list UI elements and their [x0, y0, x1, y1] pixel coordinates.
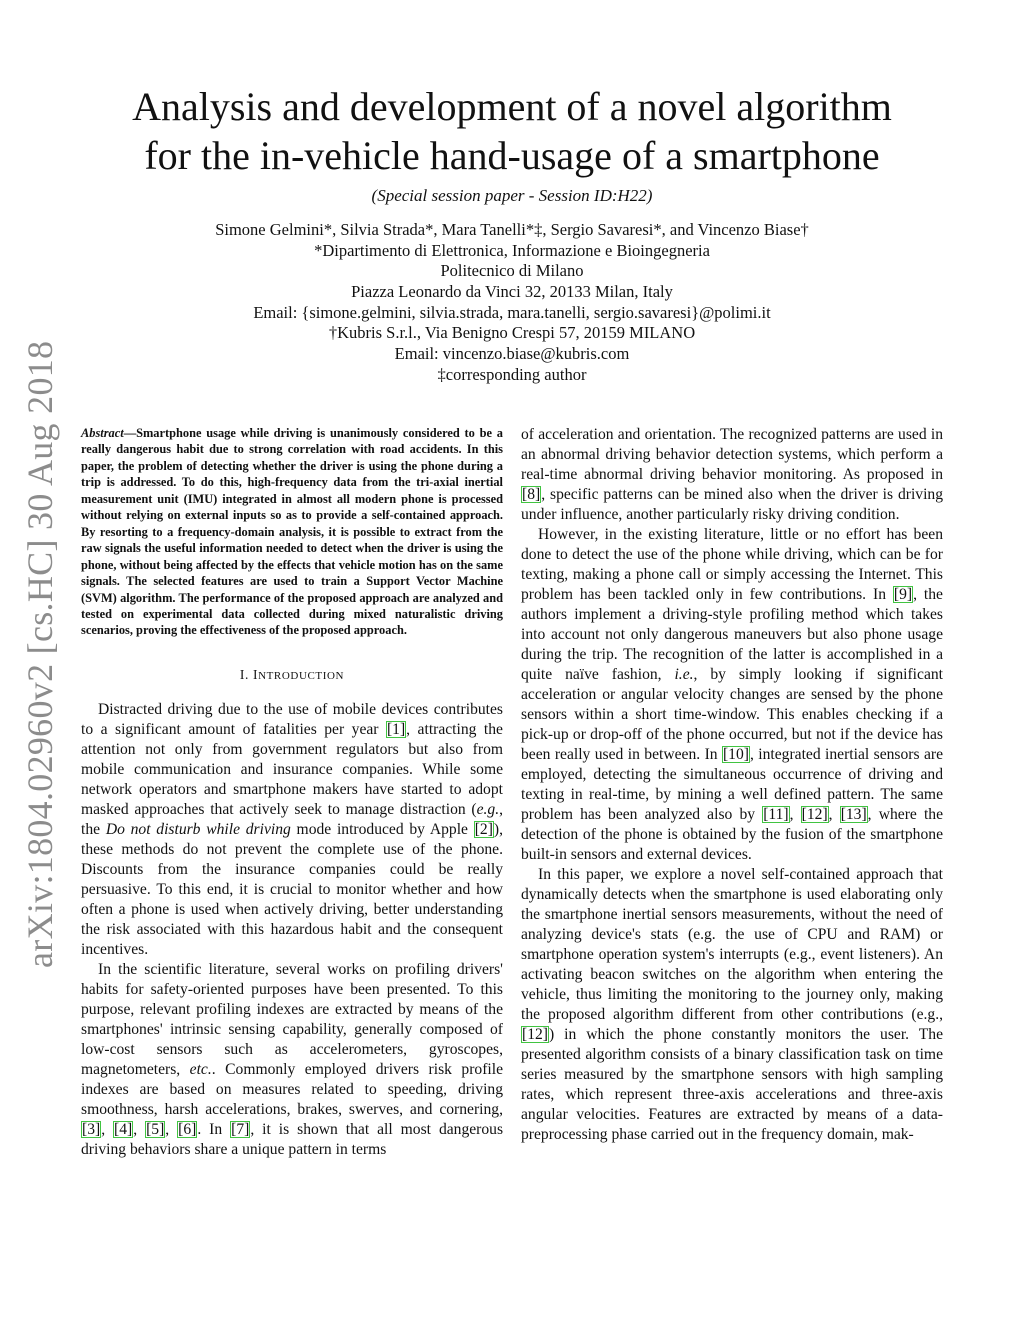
abstract-dash: —	[123, 426, 137, 440]
title-line-2: for the in-vehicle hand-usage of a smartphone	[144, 133, 880, 178]
left-column	[81, 425, 503, 1160]
author-names: Simone Gelmini*, Silvia Strada*, Mara Tanelli*‡, Sergio Savaresi*, and Vincenzo Biase†	[215, 220, 809, 239]
intro-paragraph-2	[81, 960, 503, 1160]
text-run: ) in which the phone constantly monitors the user. The presented algorithm consists of a binary classification task on time series measured by the smartphone sensors with high sampling rates, which represent three-axis accelerations and three-axis angular velocities. Features are extracted by means of a data-preprocessing phase carried out in the frequency domain, mak-	[521, 1026, 943, 1143]
section-title-rest: NTRODUCTION	[258, 669, 345, 682]
author-block	[80, 220, 944, 386]
right-paragraph-1	[521, 425, 943, 525]
text-run: Do not disturb while driving	[105, 820, 291, 838]
text-run: ,	[133, 1120, 146, 1138]
citation-link[interactable]: [12]	[522, 1026, 548, 1043]
citation-link[interactable]: [10]	[722, 746, 749, 763]
citation-link[interactable]: [9]	[893, 586, 913, 603]
citation-link[interactable]: [7]	[231, 1120, 250, 1138]
text-run: . In	[197, 1120, 231, 1138]
citation-link[interactable]: [3]	[82, 1120, 101, 1138]
text-run: In this paper, we explore a novel self-contained approach that dynamically detects when the smartphone is used elaborating only the smartphone inertial sensors measurements, without the need of analyzing device's stats (e.g. the use of CPU and RAM) or smartphone operation system's interrupts (e.g., event listeners). An activating beacon switches on the algorithm when entering the vehicle, thus limiting the monitoring to the journey only, making the proposed algorithm different from other contributions (e.g.,	[521, 866, 943, 1023]
affiliation-3: Piazza Leonardo da Vinci 32, 20133 Milan, Italy	[351, 282, 673, 302]
text-run: , specific patterns can be mined also when the driver is driving under influence, another particularly risky driving condition.	[521, 486, 943, 523]
text-run: , the authors implement a driving-style profiling method which takes into account not only dangerous maneuvers but also phone usage during the trip. The recognition of the latter is accomplished in a quite naïve fashion,	[521, 586, 943, 683]
text-run: , attracting the attention not only from government regulators but also from mobile communication and insurance companies. While some network operators and smartphone makers have started to adopt masked approaches that actively seek to manage distraction (	[81, 720, 503, 818]
text-run: e.g.	[476, 800, 500, 818]
text-run: ), these methods do not prevent the complete use of the phone. Discounts from the insurance companies could be really persuasive. To this end, it is crucial to monitor whether and how often a phone is used when actively driving, better understanding the risk associated with this hazardous habit and the consequent incentives.	[81, 820, 503, 958]
citation-link[interactable]: [5]	[146, 1120, 165, 1138]
abstract-text: Smartphone usage while driving is unanimously considered to be a really dangerous habit due to strong correlation with road accidents. In this paper, the problem of detecting whether the driver is using the phone during a trip is addressed. To do this, high-frequency data from the tri-axial inertial measurement unit (IMU) integrated in almost all modern phone is processed without relying on external inputs so as to provide a self-contained approach. By resorting to a frequency-domain analysis, it is possible to extract from the raw signals the useful information needed to detect when the driver is using the phone, without being affected by the effects that vehicle motion has on the same signals. The selected features are used to train a Support Vector Machine (SVM) algorithm. The performance of the proposed approach are analyzed and tested on experimental data collected during mixed naturalistic driving scenarios, proving the effectiveness of the proposed approach.	[81, 426, 503, 638]
corresponding-note: ‡corresponding author	[437, 364, 587, 384]
abstract	[81, 425, 503, 639]
paper-title	[80, 82, 944, 180]
email-polimi: Email: {simone.gelmini, silvia.strada, mara.tanelli, sergio.savaresi}@polimi.it	[253, 302, 771, 322]
text-run: Distracted driving due to the use of mobile devices contributes to a significant amount of fatalities per year	[81, 700, 503, 738]
text-run: etc.	[189, 1060, 212, 1078]
text-run: ,	[789, 806, 801, 823]
abstract-label: Abstract	[81, 426, 124, 440]
text-run: , integrated inertial sensors are employed, detecting the simultaneous occurrence of driving and texting in real-time, by mining a well defined pattern. The same problem has been analyzed also by	[521, 746, 943, 823]
right-paragraph-2	[521, 525, 943, 865]
intro-paragraph-1	[81, 700, 503, 960]
citation-link[interactable]: [1]	[386, 720, 406, 738]
arxiv-identifier: arXiv:1804.02960v2 [cs.HC] 30 Aug 2018	[20, 340, 60, 968]
citation-link[interactable]: [8]	[522, 486, 541, 503]
text-run: i.e.	[674, 666, 694, 683]
affiliation-1: *Dipartimento di Elettronica, Informazione e Bioingegneria	[314, 240, 710, 260]
text-run: However, in the existing literature, little or no effort has been done to detect the use of the phone while driving, which can be for texting, making a phone call or simply accessing the Internet. This problem has been tackled only in few contributions. In	[521, 526, 943, 603]
text-run: In the scientific literature, several works on profiling drivers' habits for safety-oriented purposes have been presented. To this purpose, relevant profiling indexes are extracted by means of the smartphones' intrinsic sensing capability, generally composed of low-cost sensors such as accelerometers, gyroscopes, magnetometers,	[81, 960, 503, 1078]
affiliation-2: Politecnico di Milano	[440, 261, 584, 281]
section-title-first: I	[252, 666, 259, 682]
text-run: . Commonly employed drivers risk profile indexes are based on measures related to speeding, driving smoothness, harsh accelerations, brakes, swerves, and cornering,	[81, 1060, 503, 1118]
text-run: of acceleration and orientation. The recognized patterns are used in an abnormal driving behavior detection systems, which perform a real-time abnormal driving behavior monitoring. As proposed in	[521, 426, 943, 483]
right-column	[521, 425, 943, 1145]
text-run: , by simply looking if significant acceleration or angular velocity changes are sensed by the phone sensors within a short time-window. This enables checking if a pick-up or drop-off of the phone occurred, but not if the device has been really used in between. In	[521, 666, 943, 763]
citation-link[interactable]: [12]	[801, 806, 828, 823]
citation-link[interactable]: [6]	[178, 1120, 197, 1138]
text-run: ,	[165, 1120, 178, 1138]
text-run: , it is shown that all most dangerous driving behaviors share a unique pattern in terms	[81, 1120, 504, 1158]
section-introduction-heading	[81, 665, 503, 686]
title-line-1: Analysis and development of a novel algorithm	[132, 84, 892, 129]
text-run: ,	[828, 806, 840, 823]
text-run: , where the detection of the phone is obtained by the fusion of the smartphone built-in sensors and external devices.	[521, 806, 944, 863]
citation-link[interactable]: [2]	[474, 820, 493, 838]
citation-link[interactable]: [13]	[840, 806, 867, 823]
citation-link[interactable]: [11]	[763, 806, 789, 823]
affiliation-kubris: †Kubris S.r.l., Via Benigno Crespi 57, 20159 MILANO	[328, 323, 696, 343]
text-run: mode introduced by Apple	[290, 820, 474, 838]
email-kubris: Email: vincenzo.biase@kubris.com	[394, 344, 630, 364]
right-paragraph-3	[521, 865, 943, 1145]
text-run: ,	[101, 1120, 114, 1138]
citation-link[interactable]: [4]	[114, 1120, 133, 1138]
text-run: , the	[81, 800, 503, 838]
section-number: I.	[239, 666, 249, 682]
session-subtitle: (Special session paper - Session ID:H22)	[371, 186, 653, 205]
